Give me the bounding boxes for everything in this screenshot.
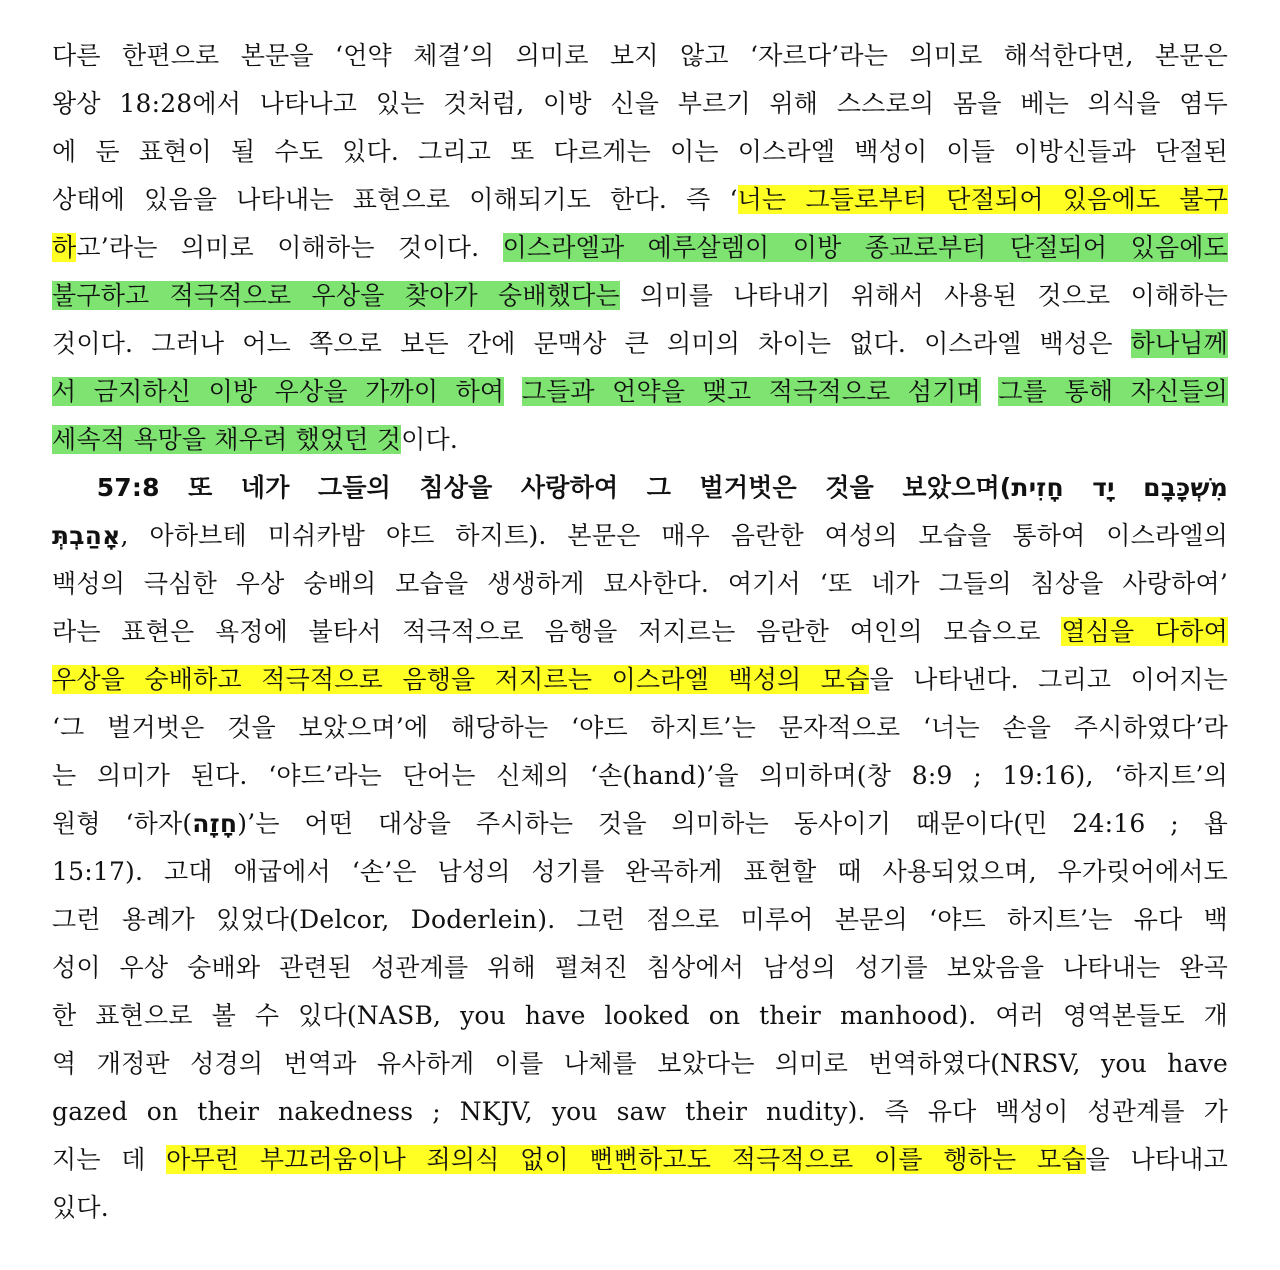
text-run: 상태에 있음을 나타내는 표현으로 이해되기도 한다. 즉 ‘ (52, 185, 738, 214)
text-line (52, 320, 1228, 368)
text-run: 을 나타내고 (1085, 1145, 1228, 1174)
highlight-green: 이스라엘과 예루살렘이 이방 종교로부터 단절되어 있음에도 (502, 233, 1228, 262)
highlight-yellow: 하 (52, 233, 77, 262)
text-line (52, 1136, 1228, 1184)
text-run: 15:17). 고대 애굽에서 ‘손’은 남성의 성기를 완곡하게 표현할 때 사용되었으며, 우가릿어에서도 (52, 857, 1228, 886)
text-run (981, 377, 998, 406)
text-run: gazed on their nakedness ; NKJV, you saw their nudity). 즉 유다 백성이 성관계를 가 (52, 1097, 1228, 1126)
hebrew-text: חָזָה (192, 809, 238, 838)
text-line (52, 272, 1228, 320)
text-line (52, 176, 1228, 224)
text-run: 왕상 18:28에서 나타나고 있는 것처럼, 이방 신을 부르기 위해 스스로의 몸을 베는 의식을 염두 (52, 89, 1228, 118)
text-line (52, 1040, 1228, 1088)
highlight-green: 불구하고 적극적으로 우상을 찾아가 숭배했다는 (52, 281, 620, 310)
text-line (52, 800, 1228, 848)
text-run: 이다. (401, 425, 458, 454)
text-run: 것이다. 그러나 어느 쪽으로 보든 간에 문맥상 큰 의미의 차이는 없다. 이스라엘 백성은 (52, 329, 1131, 358)
text-line (52, 80, 1228, 128)
text-run (504, 377, 521, 406)
text-line (52, 704, 1228, 752)
text-run: ‘그 벌거벗은 것을 보았으며’에 해당하는 ‘야드 하지트’는 문자적으로 ‘너는 손을 주시하였다’라 (52, 713, 1228, 742)
text-run: 에 둔 표현이 될 수도 있다. 그리고 또 다르게는 이는 이스라엘 백성이 이들 이방신들과 단절된 (52, 137, 1228, 166)
text-run: 57:8 또 네가 그들의 침상을 사랑하여 그 벌거벗은 것을 보았으며( (52, 473, 1012, 502)
text-line (52, 512, 1228, 560)
hebrew-text: אָהַבְתְּ (52, 521, 121, 550)
text-run: 다른 한편으로 본문을 ‘언약 체결’의 의미로 보지 않고 ‘자르다’라는 의미로 해석한다면, 본문은 (52, 41, 1228, 70)
text-line (52, 1088, 1228, 1136)
text-run: 있다. (52, 1193, 109, 1222)
text-run: 는 의미가 된다. ‘야드’라는 단어는 신체의 ‘손(hand)’을 의미하며(창 8:9 ; 19:16), ‘하지트’의 (52, 761, 1228, 790)
text-run: 그런 용례가 있었다(Delcor, Doderlein). 그런 점으로 미루어 본문의 ‘야드 하지트’는 유다 백 (52, 905, 1228, 934)
highlight-green: 그를 통해 자신들의 (998, 377, 1228, 406)
highlight-yellow: 열심을 다하여 (1061, 617, 1228, 646)
highlight-green: 하나님께 (1130, 329, 1228, 358)
highlight-yellow: 아무런 부끄러움이나 죄의식 없이 뻔뻔하고도 적극적으로 이를 행하는 모습 (166, 1145, 1086, 1174)
text-line (52, 368, 1228, 416)
text-run: 지는 데 (52, 1145, 167, 1174)
text-run: 을 나타낸다. 그리고 이어지는 (869, 665, 1228, 694)
text-line (52, 32, 1228, 80)
highlight-yellow: 우상을 숭배하고 적극적으로 음행을 저지르는 이스라엘 백성의 모습 (52, 665, 870, 694)
text-run: 한 표현으로 볼 수 있다(NASB, you have looked on their manhood). 여러 영역본들도 개 (52, 1001, 1228, 1030)
text-line (52, 896, 1228, 944)
highlight-green: 세속적 욕망을 채우려 했었던 것 (52, 425, 402, 454)
text-run: 라는 표현은 욕정에 불타서 적극적으로 음행을 저지르는 음란한 여인의 모습으로 (52, 617, 1062, 646)
text-line (52, 848, 1228, 896)
text-line (52, 752, 1228, 800)
text-line (52, 944, 1228, 992)
text-run: )’는 어떤 대상을 주시하는 것을 의미하는 동사이기 때문이다(민 24:16 ; 욥 (237, 809, 1228, 838)
highlight-green: 서 금지하신 이방 우상을 가까이 하여 (52, 377, 505, 406)
text-run: 성이 우상 숭배와 관련된 성관계를 위해 펼쳐진 침상에서 남성의 성기를 보았음을 나타내는 완곡 (52, 953, 1228, 982)
text-run: 고’라는 의미로 이해하는 것이다. (76, 233, 503, 262)
text-run: 원형 ‘하자( (52, 809, 193, 838)
text-line (52, 416, 1228, 464)
highlight-yellow: 너는 그들로부터 단절되어 있음에도 불구 (737, 185, 1228, 214)
text-run: 백성의 극심한 우상 숭배의 모습을 생생하게 묘사한다. 여기서 ‘또 네가 그들의 침상을 사랑하여’ (52, 569, 1228, 598)
text-line (52, 608, 1228, 656)
text-line (52, 128, 1228, 176)
text-run: 의미를 나타내기 위해서 사용된 것으로 이해하는 (619, 281, 1228, 310)
text-run: , 아하브테 미쉬카밤 야드 하지트). 본문은 매우 음란한 여성의 모습을 통하여 이스라엘의 (120, 521, 1228, 550)
text-line (52, 560, 1228, 608)
text-line (52, 224, 1228, 272)
text-line (52, 1184, 1228, 1232)
text-line (52, 992, 1228, 1040)
highlight-green: 그들과 언약을 맺고 적극적으로 섬기며 (521, 377, 981, 406)
hebrew-text: מִשְׁכָּבָם יָד חָזִית (1011, 473, 1228, 502)
text-run: 역 개정판 성경의 번역과 유사하게 이를 나체를 보았다는 의미로 번역하였다(NRSV, you have (52, 1049, 1228, 1078)
text-line (52, 656, 1228, 704)
text-line (52, 464, 1228, 512)
